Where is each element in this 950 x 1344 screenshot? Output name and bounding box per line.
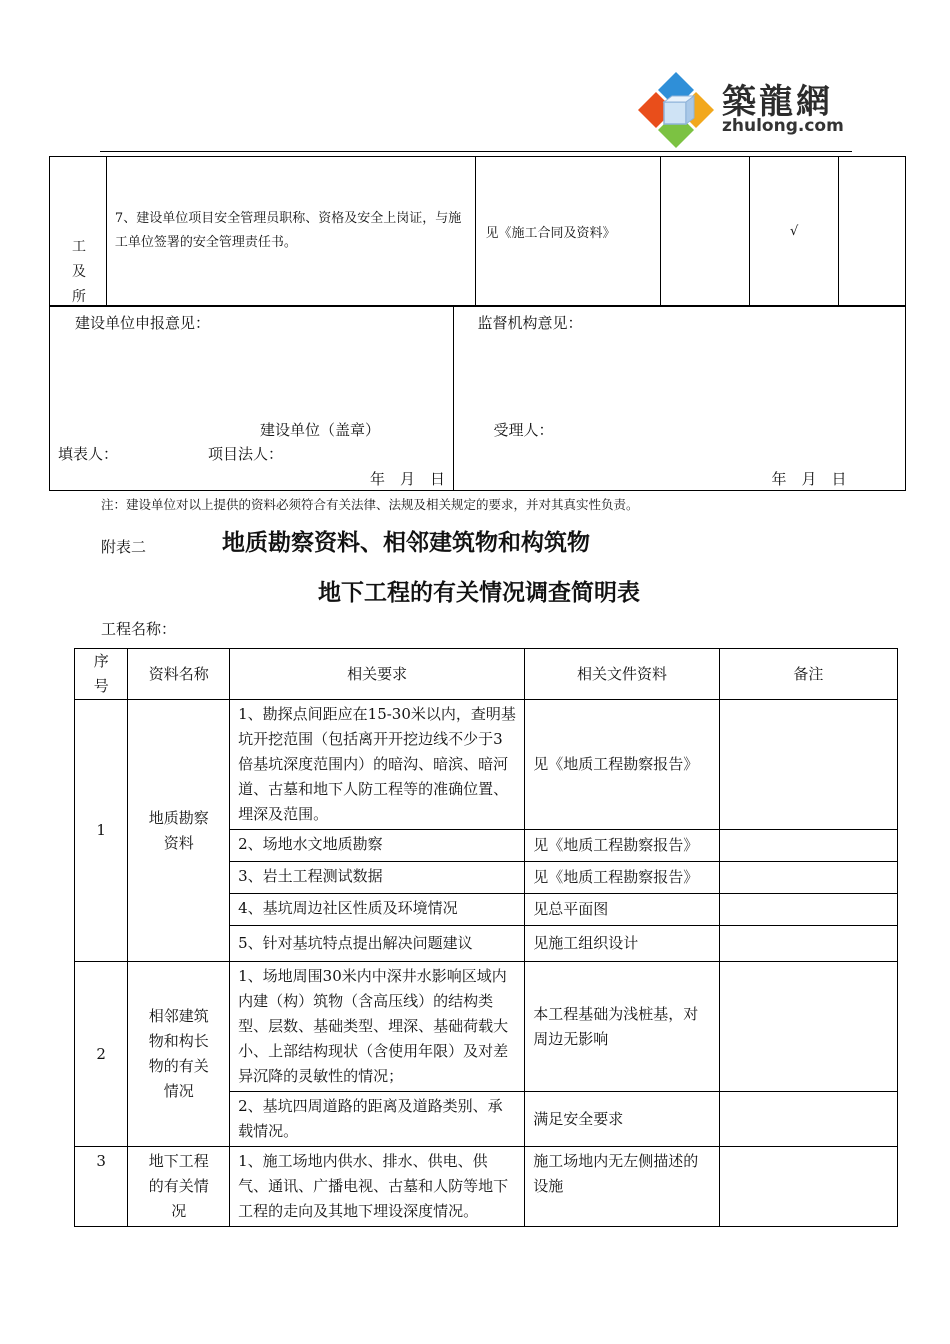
- group-3-name: 地下工程的有关情况: [128, 1147, 230, 1227]
- group-2-name: 相邻建筑物和构长物的有关情况: [128, 962, 230, 1147]
- group-3-no: 3: [75, 1147, 128, 1227]
- file-cell: 见《地质工程勘察报告》: [525, 700, 719, 830]
- remark-cell: [719, 926, 897, 962]
- header-name: 资料名称: [128, 649, 230, 700]
- group-2-no: 2: [75, 962, 128, 1147]
- file-cell: 满足安全要求: [525, 1092, 719, 1147]
- supervisor-opinion-cell: [453, 307, 905, 491]
- supervisor-date: 年 月 日: [771, 470, 847, 488]
- blank-cell-2: [839, 157, 906, 306]
- requirement-cell: 4、基坑周边社区性质及环境情况: [230, 894, 525, 926]
- group-1-no: 1: [75, 700, 128, 962]
- requirement-cell: 3、岩土工程测试数据: [230, 862, 525, 894]
- requirement-cell: 2、场地水文地质勘察: [230, 830, 525, 862]
- zhulong-logo: [636, 70, 851, 150]
- file-cell: 见《地质工程勘察报告》: [525, 862, 719, 894]
- item-cell: [106, 157, 476, 306]
- supervisor-opinion-title: 监督机构意见：: [477, 314, 583, 332]
- remark-cell: [719, 862, 897, 894]
- opinion-table: [49, 306, 906, 491]
- previous-table-tail: [49, 156, 906, 306]
- survey-table: [74, 648, 898, 1227]
- logo-chinese-name: 築龍網: [722, 82, 833, 122]
- file-cell: 见施工组织设计: [525, 926, 719, 962]
- table-row: [75, 1147, 898, 1227]
- header-file: 相关文件资料: [525, 649, 719, 700]
- blank-cell-1: [661, 157, 750, 306]
- header-no: 序号: [75, 649, 128, 700]
- table-row: [75, 962, 898, 1092]
- remark-cell: [719, 700, 897, 830]
- item-text: 7、建设单位项目安全管理员职称、资格及安全上岗证，与施工单位签署的安全管理责任书。: [114, 211, 462, 250]
- project-name-label: 工程名称：: [101, 620, 177, 638]
- logo-cube-icon: [636, 70, 716, 150]
- remark-cell: [719, 962, 897, 1092]
- logo-url: zhulong.com: [722, 116, 844, 136]
- remark-cell: [719, 1092, 897, 1147]
- applicant-opinion-cell: [50, 307, 454, 491]
- check-mark: √: [789, 223, 799, 239]
- remark-cell: [719, 894, 897, 926]
- table-row: [75, 700, 898, 830]
- file-cell: [476, 157, 661, 306]
- receiver-label: 受理人：: [493, 421, 554, 439]
- requirement-cell: 5、针对基坑特点提出解决问题建议: [230, 926, 525, 962]
- category-cell: [50, 157, 107, 306]
- remark-cell: [719, 1147, 897, 1227]
- requirement-cell: 1、场地周围30米内中深井水影响区域内内建（构）筑物（含高压线）的结构类型、层数、基础类型、埋深、基础荷载大小、上部结构现状（含使用年限）及对差异沉降的灵敏性的情况；: [230, 962, 525, 1092]
- file-cell: 本工程基础为浅桩基，对周边无影响: [525, 962, 719, 1092]
- file-cell: 施工场地内无左侧描述的设施: [525, 1147, 719, 1227]
- applicant-date: 年 月 日: [370, 470, 446, 488]
- file-cell: 见《地质工程勘察报告》: [525, 830, 719, 862]
- header-requirement: 相关要求: [230, 649, 525, 700]
- check-cell: [750, 157, 839, 306]
- remark-cell: [719, 830, 897, 862]
- requirement-cell: 1、勘探点间距应在15-30米以内，查明基坑开挖范围（包括离开开挖边线不少于3倍基坑深度范围内）的暗沟、暗滨、暗河道、古墓和地下人防工程等的准确位置、埋深及范围。: [230, 700, 525, 830]
- file-cell: 见总平面图: [525, 894, 719, 926]
- header-rule: [100, 151, 852, 152]
- applicant-opinion-title: 建设单位申报意见：: [75, 314, 211, 332]
- header-remark: 备注: [719, 649, 897, 700]
- category-char-1: 工: [72, 239, 86, 255]
- filler-label: 填表人：: [58, 445, 119, 463]
- legal-person-label: 项目法人：: [208, 445, 284, 463]
- category-char-3: 所: [72, 289, 86, 305]
- requirement-cell: 1、施工场地内供水、排水、供电、供气、通讯、广播电视、古墓和人防等地下工程的走向及其地下埋设深度情况。: [230, 1147, 525, 1227]
- table-note: 注：建设单位对以上提供的资料必须符合有关法律、法规及相关规定的要求，并对其真实性负责。: [101, 497, 639, 512]
- requirement-cell: 2、基坑四周道路的距离及道路类别、承载情况。: [230, 1092, 525, 1147]
- title-line-1: 地质勘察资料、相邻建筑物和构筑物: [222, 530, 590, 556]
- file-text: 见《施工合同及资料》: [485, 225, 616, 241]
- group-1-name: 地质勘察资料: [128, 700, 230, 962]
- title-line-2: 地下工程的有关情况调查简明表: [318, 580, 640, 606]
- stamp-label: 建设单位（盖章）: [260, 421, 381, 439]
- appendix-label: 附表二: [101, 538, 147, 556]
- category-char-2: 及: [72, 264, 86, 280]
